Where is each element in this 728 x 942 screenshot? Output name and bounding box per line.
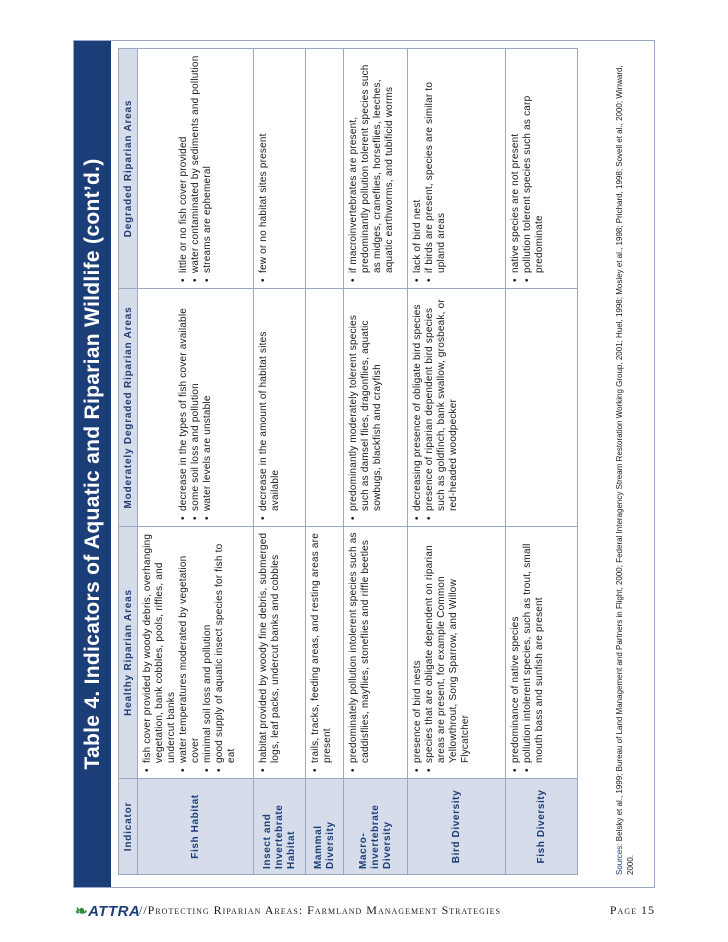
logo-text: ATTRA	[88, 903, 141, 920]
table-row	[138, 49, 254, 875]
list-item: • decrease in the amount of habitat sites available	[258, 294, 282, 511]
degraded-cell	[306, 49, 344, 289]
moderate-cell	[254, 289, 306, 527]
indicator-label: Fish Habitat	[138, 779, 254, 875]
moderate-cell	[408, 289, 506, 527]
list-item: • water contaminated by sediments and pollution	[190, 54, 202, 273]
table-row	[408, 49, 506, 875]
list-item: • some soil loss and pollution	[190, 294, 202, 511]
page-footer	[75, 902, 655, 920]
table-row	[344, 49, 408, 875]
degraded-cell	[138, 49, 254, 289]
healthy-cell	[138, 527, 254, 779]
table-row	[254, 49, 306, 875]
header-moderate: Moderately Degraded Riparian Areas	[119, 289, 138, 527]
degraded-cell	[344, 49, 408, 289]
list-item: • decrease in the types of fish cover available	[178, 294, 190, 511]
degraded-cell	[408, 49, 506, 289]
list-item: • predominately pollution intolerent species such as caddisflies, mayflies, stoneflies and riffle beetles	[348, 532, 372, 763]
header-healthy: Healthy Riparian Areas	[119, 527, 138, 779]
rotated-table-page	[74, 41, 654, 887]
page-number: Page 15	[609, 903, 655, 917]
header-indicator: Indicator	[119, 779, 138, 875]
sources-note	[614, 49, 636, 875]
table-row	[506, 49, 578, 875]
list-item: • lack of bird nest	[412, 54, 424, 273]
page-frame	[73, 40, 655, 888]
list-item: • fish cover provided by woody debris, overhanging vegetation, bank cobbles, pools, riffles, and undercut banks	[142, 532, 178, 763]
indicator-label: Insect and Invertebrate Habitat	[254, 779, 306, 875]
list-item: • water temperatures moderated by vegetation cover	[178, 532, 202, 763]
list-item: • few or no habitat sites present	[258, 54, 270, 273]
moderate-cell	[506, 289, 578, 527]
table-title: Table 4. Indicators of Aquatic and Riparian Wildlife (cont’d.)	[74, 41, 111, 887]
list-item: • pollution intolerent species, such as trout, small mouth bass and sunfish are present	[522, 532, 546, 763]
leaf-icon: ❧	[75, 903, 89, 920]
indicators-table	[118, 48, 578, 875]
indicator-label: Bird Diversity	[408, 779, 506, 875]
healthy-cell	[344, 527, 408, 779]
table-row	[306, 49, 344, 875]
indicator-label: Macro-invertebrate Diversity	[344, 779, 408, 875]
indicator-label: Mammal Diversity	[306, 779, 344, 875]
indicator-label: Fish Diversity	[506, 779, 578, 875]
sources-text: Belsky et al., 1999; Bureau of Land Management and Partners in Flight, 2000; Federal Interagency Stream Restoration Working Group, 2001; Huel, 1998; Mosley et al., 1998; Prichard, 1998; Sovell et al., 2000; Winward, 2000.	[615, 65, 635, 875]
moderate-cell	[306, 289, 344, 527]
degraded-cell	[254, 49, 306, 289]
list-item: • presence of riparian dependent bird species such as goldfinch, bank swallow, grosbeak, or red-headed woodpecker	[424, 294, 460, 511]
list-item: • water levels are unstable	[202, 294, 214, 511]
list-item: • trails, tracks, feeding areas, and resting areas are present	[310, 532, 334, 763]
attra-logo	[75, 902, 140, 920]
list-item: • good supply of aquatic insect species for fish to eat	[214, 532, 238, 763]
list-item: • habitat provided by woody fine debris, submerged logs, leaf packs, undercut banks and cobbles	[258, 532, 282, 763]
list-item: • predominance of native species	[510, 532, 522, 763]
list-item: • if birds are present, species are similar to upland areas	[424, 54, 448, 273]
list-item: • minimal soil loss and pollution	[202, 532, 214, 763]
table-header-row	[119, 49, 138, 875]
list-item: • little or no fish cover provided	[178, 54, 190, 273]
list-item: • decreasing presence of obligate bird species	[412, 294, 424, 511]
healthy-cell	[306, 527, 344, 779]
list-item: • streams are ephemeral	[202, 54, 214, 273]
footer-title: //Protecting Riparian Areas: Farmland Management Strategies	[139, 903, 501, 917]
list-item: • presence of bird nests	[412, 532, 424, 763]
list-item: • pollution tolerent species such as carp predominate	[522, 54, 546, 273]
sources-label: Sources:	[615, 843, 624, 875]
list-item: • species that are obligate dependent on riparian areas are present, for example Common Yellowthrout, Song Sparrow, and Willow Flycatcher	[424, 532, 472, 763]
list-item: • predominantly moderately tolerent species such as damsel flies, dragonflies, aquatic sowbugs, blackfish and crayfish	[348, 294, 384, 511]
healthy-cell	[254, 527, 306, 779]
header-degraded: Degraded Riparian Areas	[119, 49, 138, 289]
healthy-cell	[506, 527, 578, 779]
list-item: • native species are not present	[510, 54, 522, 273]
moderate-cell	[344, 289, 408, 527]
list-item: • if macroinvertebrates are present, predominantly pollution tolerent species such as midges, craneflies, horseflies, leeches, aquatic earthworms, and tubificid worms	[348, 54, 396, 273]
moderate-cell	[138, 289, 254, 527]
healthy-cell	[408, 527, 506, 779]
degraded-cell	[506, 49, 578, 289]
